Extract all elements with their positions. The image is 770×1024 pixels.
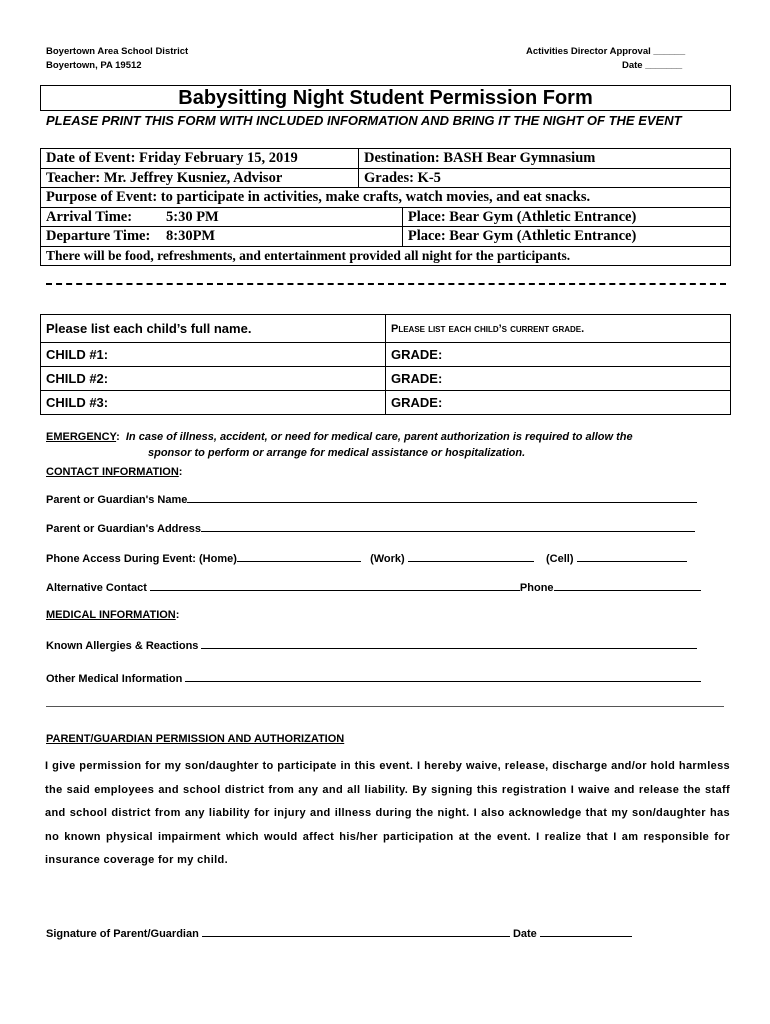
contact-heading-wrap: CONTACT INFORMATION: <box>46 466 183 478</box>
alt-phone-label: Phone <box>519 582 554 594</box>
emergency-block: EMERGENCY: In case of illness, accident, or need for medical care, parent authorization is required to allow the <box>46 431 633 443</box>
guardian-name-label: Parent or Guardian's Name <box>46 494 188 506</box>
grade-2-field[interactable]: GRADE: <box>386 367 731 391</box>
phone-row <box>46 551 687 565</box>
medical-heading-wrap: MEDICAL INFORMATION: <box>46 609 180 621</box>
guardian-name-field[interactable] <box>187 492 697 503</box>
other-medical-label: Other Medical Information <box>46 673 183 685</box>
district-address: Boyertown, PA 19512 <box>46 60 142 71</box>
grade-1-field[interactable]: GRADE: <box>386 343 731 367</box>
alt-contact-row <box>46 580 701 594</box>
signature-field[interactable] <box>202 926 510 937</box>
emergency-label: EMERGENCY <box>46 431 117 443</box>
signature-label: Signature of Parent/Guardian <box>46 928 199 940</box>
grade-3-field[interactable]: GRADE: <box>386 391 731 415</box>
phone-work-field[interactable] <box>408 551 534 562</box>
approval-label: Activities Director Approval ______ <box>526 46 686 57</box>
permission-text: I give permission for my son/daughter to participate in this event. I hereby waive, release, discharge and/or hold harmless the said employees and school district from any and all liability. By signing this registration I waive and release the staff and school district from any liability for injury and illness during the night. I also acknowledge that my son/daughter has no known physical impairment which would affect his/her participation at the event. I realize that I am responsible for insurance coverage for my child. <box>45 760 730 866</box>
children-table <box>40 314 731 415</box>
approval-date-label: Date _______ <box>622 60 683 71</box>
allergies-label: Known Allergies & Reactions <box>46 640 199 652</box>
event-grades: Grades: K-5 <box>359 168 731 188</box>
arrival-place: Place: Bear Gym (Athletic Entrance) <box>402 207 730 227</box>
event-purpose: Purpose of Event: to participate in activities, make crafts, watch movies, and eat snacks. <box>41 188 731 208</box>
allergies-field[interactable] <box>201 638 697 649</box>
alt-phone-field[interactable] <box>554 580 701 591</box>
emergency-text-2: sponsor to perform or arrange for medical assistance or hospitalization. <box>148 447 526 459</box>
phone-home-field[interactable] <box>237 551 361 562</box>
phone-work-label: (Work) <box>370 553 405 565</box>
phone-home-label: Phone Access During Event: (Home) <box>46 553 237 565</box>
arrival-time: 5:30 PM <box>166 208 219 225</box>
other-medical-extra-line[interactable] <box>46 706 724 707</box>
alt-contact-field[interactable] <box>150 580 520 591</box>
phone-cell-field[interactable] <box>577 551 687 562</box>
other-medical-field[interactable] <box>185 671 701 682</box>
departure-time: 8:30PM <box>166 228 216 245</box>
phone-cell-label: (Cell) <box>546 553 574 565</box>
arrival-label: Arrival Time: <box>46 208 133 225</box>
child-1-field[interactable]: CHILD #1: <box>41 343 386 367</box>
contact-heading: CONTACT INFORMATION <box>46 466 179 478</box>
permission-heading: PARENT/GUARDIAN PERMISSION AND AUTHORIZATION <box>46 733 345 745</box>
event-date: Date of Event: Friday February 15, 2019 <box>41 149 359 169</box>
child-2-field[interactable]: CHILD #2: <box>41 367 386 391</box>
guardian-address-row <box>46 521 695 535</box>
alt-contact-label: Alternative Contact <box>46 582 147 594</box>
district-name: Boyertown Area School District <box>46 46 189 57</box>
guardian-name-row <box>46 492 697 506</box>
permission-heading-wrap <box>46 733 344 745</box>
child-3-field[interactable]: CHILD #3: <box>41 391 386 415</box>
signature-date-field[interactable] <box>540 926 632 937</box>
emergency-text-1: In case of illness, accident, or need for medical care, parent authorization is required to allow the <box>125 431 633 443</box>
child-name-header: Please list each child’s full name. <box>41 315 386 343</box>
cut-line <box>46 283 726 285</box>
signature-date-label: Date <box>512 928 537 940</box>
page-title: Babysitting Night Student Permission Form <box>40 85 731 111</box>
event-teacher: Teacher: Mr. Jeffrey Kusniez, Advisor <box>41 168 359 188</box>
guardian-address-label: Parent or Guardian's Address <box>46 523 202 535</box>
page-subtitle: PLEASE PRINT THIS FORM WITH INCLUDED INFORMATION AND BRING IT THE NIGHT OF THE EVENT <box>46 113 682 128</box>
medical-heading: MEDICAL INFORMATION <box>46 609 176 621</box>
guardian-address-field[interactable] <box>201 521 695 532</box>
other-medical-row <box>46 671 701 685</box>
child-grade-header: Please list each child’s current grade. <box>386 315 731 343</box>
event-arrival <box>41 207 403 227</box>
signature-row <box>46 926 632 940</box>
event-food-note: There will be food, refreshments, and entertainment provided all night for the participants. <box>41 246 731 266</box>
event-departure <box>41 227 403 247</box>
departure-place: Place: Bear Gym (Athletic Entrance) <box>402 227 730 247</box>
event-details-table <box>40 148 731 266</box>
allergies-row <box>46 638 697 652</box>
departure-label: Departure Time: <box>46 228 151 245</box>
event-destination: Destination: BASH Bear Gymnasium <box>359 149 731 169</box>
